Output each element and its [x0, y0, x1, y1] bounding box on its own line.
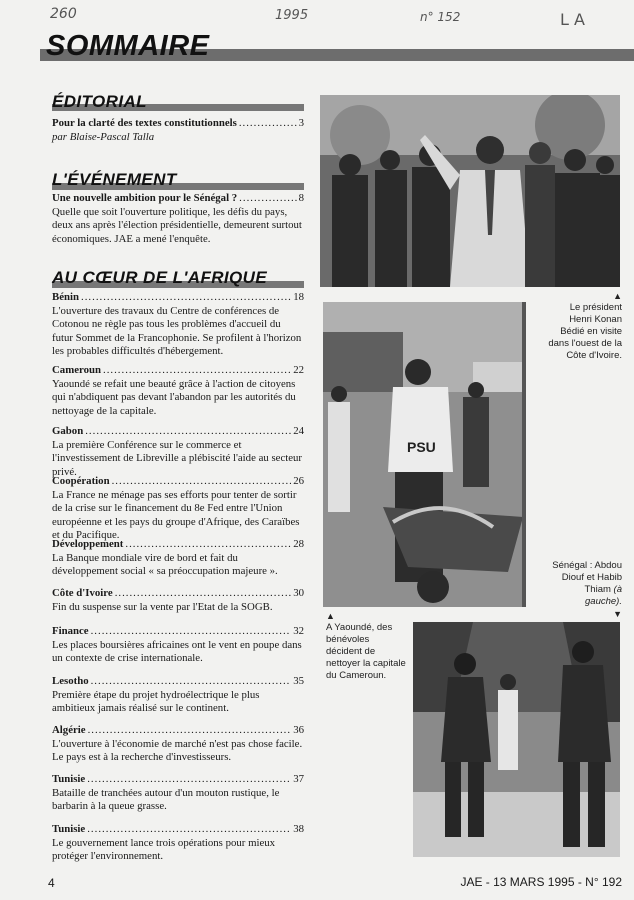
dot-leader — [125, 538, 291, 552]
caption-text: A Yaoundé, des bénévoles décident de nettoyer la capitale du Cameroun. — [326, 622, 406, 681]
caption-arrow-up: ▲ — [326, 611, 335, 621]
caption-text: Sénégal : Abdou Diouf et Habib Thiam — [552, 560, 622, 595]
handwritten-initials: L A — [560, 10, 585, 29]
dot-leader — [81, 291, 291, 305]
entry-page: 3 — [298, 117, 304, 129]
toc-entry[interactable] — [52, 475, 304, 543]
dot-leader — [91, 625, 292, 639]
dot-leader — [239, 117, 297, 131]
caption-arrow-up: ▲ — [613, 291, 622, 301]
photo-bedie-crowd — [320, 95, 620, 287]
toc-entry[interactable] — [52, 675, 304, 716]
dot-leader — [87, 823, 291, 837]
entry-label: Gabon — [52, 425, 84, 437]
section-heading-editorial: ÉDITORIAL — [52, 92, 147, 111]
entry-label: Tunisie — [52, 823, 86, 835]
entry-label: Algérie — [52, 724, 86, 736]
page-title: SOMMAIRE — [46, 30, 210, 62]
entry-description: Le gouvernement lance trois opérations pour mieux protéger l'environnement. — [52, 836, 276, 862]
toc-entry[interactable] — [52, 773, 304, 814]
entry-label: Une nouvelle ambition pour le Sénégal ? — [52, 192, 238, 204]
dot-leader — [112, 475, 292, 489]
toc-entry[interactable] — [52, 625, 304, 666]
entry-label: Développement — [52, 538, 124, 550]
dot-leader — [85, 425, 291, 439]
caption-arrow-down: ▼ — [613, 609, 622, 619]
footer-issue: JAE - 13 MARS 1995 - N° 192 — [460, 875, 622, 889]
entry-description: La France ne ménage pas ses efforts pour tenter de sortir de la crise sur le financement du 8e Fed entre l'Union européenne et les pays du groupe d'Afrique, des Caraïbes et du Pacifique. — [52, 488, 300, 541]
entry-label: Côte d'Ivoire — [52, 587, 113, 599]
entry-page: 26 — [293, 475, 304, 487]
entry-description: Fin du suspense sur la vente par l'Etat de la SOGB. — [52, 600, 273, 613]
entry-description: La première Conférence sur le commerce et l'investissement de Libreville a plébiscité l'aide au secteur privé. — [52, 438, 303, 478]
entry-page: 35 — [293, 675, 304, 687]
dot-leader — [115, 587, 292, 601]
handwritten-ref: n° 152 — [420, 10, 461, 24]
entry-label: Tunisie — [52, 773, 86, 785]
photo-diouf-thiam — [413, 622, 620, 857]
entry-description: Bataille de tranchées autour d'un mouton rustique, le barbarin à la queue grasse. — [52, 786, 280, 812]
caption-note: (à gauche). — [585, 584, 622, 607]
entry-description: L'ouverture des travaux du Centre de conférences de Cotonou ne règle pas tous les problèmes d'accueil du futur Sommet de la Francophonie. Se profilent à l'horizon les probables difficultés d'hébergement. — [52, 304, 302, 357]
photo-yaounde-cleanup — [323, 302, 526, 607]
sign-text: PSU — [407, 439, 436, 455]
entry-label: Pour la clarté des textes constitutionnels — [52, 117, 237, 129]
toc-entry[interactable] — [52, 724, 304, 765]
section-heading-evenement: L'ÉVÉNEMENT — [52, 170, 177, 189]
entry-page: 22 — [293, 364, 304, 376]
entry-description: Les places boursières africaines ont le vent en poupe dans un contexte de crise internationale. — [52, 638, 302, 664]
entry-label: Bénin — [52, 291, 80, 303]
entry-page: 24 — [293, 425, 304, 437]
toc-entry[interactable] — [52, 117, 304, 144]
handwritten-year: 1995 — [275, 8, 309, 23]
caption-text: Le président Henri Konan Bédié en visite dans l'ouest de la Côte d'Ivoire. — [548, 302, 622, 361]
toc-entry[interactable] — [52, 587, 304, 614]
toc-entry[interactable] — [52, 425, 304, 479]
entry-label: Finance — [52, 625, 89, 637]
dot-leader — [103, 364, 291, 378]
section-heading-afrique: AU CŒUR DE L'AFRIQUE — [52, 268, 268, 287]
handwritten-number: 260 — [50, 6, 77, 22]
entry-page: 36 — [293, 724, 304, 736]
dot-leader — [91, 675, 292, 689]
caption-senegal — [548, 560, 622, 620]
entry-description: La Banque mondiale vire de bord et fait du développement social « sa préoccupation majeure ». — [52, 551, 278, 577]
toc-entry[interactable] — [52, 364, 304, 418]
entry-label: Lesotho — [52, 675, 89, 687]
entry-page: 38 — [293, 823, 304, 835]
entry-page: 37 — [293, 773, 304, 785]
toc-entry[interactable] — [52, 192, 304, 246]
entry-description: L'ouverture à l'économie de marché n'est pas chose facile. Le pays est à la recherche d'investisseurs. — [52, 737, 303, 763]
toc-entry[interactable] — [52, 823, 304, 864]
toc-entry[interactable] — [52, 291, 304, 359]
entry-description: Première étape du projet hydroélectrique le plus ambitieux jamais réalisé sur le continent. — [52, 688, 260, 714]
entry-label: Cameroun — [52, 364, 101, 376]
caption-bedie — [548, 290, 622, 362]
toc-entry[interactable] — [52, 538, 304, 579]
entry-page: 18 — [293, 291, 304, 303]
entry-label: Coopération — [52, 475, 110, 487]
entry-description: Quelle que soit l'ouverture politique, les défis du pays, deux ans après l'élection présidentielle, demeurent surtout économiques. JAE a mené l'enquête. — [52, 205, 302, 245]
entry-description: Yaoundé se refait une beauté grâce à l'action de citoyens qui n'abdiquent pas devant l'abandon par les autorités du nettoyage de la capitale. — [52, 377, 296, 417]
footer-page-number: 4 — [48, 876, 55, 890]
dot-leader — [239, 192, 296, 206]
entry-page: 28 — [293, 538, 304, 550]
entry-page: 32 — [293, 625, 304, 637]
entry-page: 30 — [293, 587, 304, 599]
dot-leader — [87, 773, 291, 787]
entry-page: 8 — [298, 192, 304, 204]
caption-yaounde — [326, 610, 406, 682]
dot-leader — [88, 724, 292, 738]
entry-author: par Blaise-Pascal Talla — [52, 130, 155, 143]
